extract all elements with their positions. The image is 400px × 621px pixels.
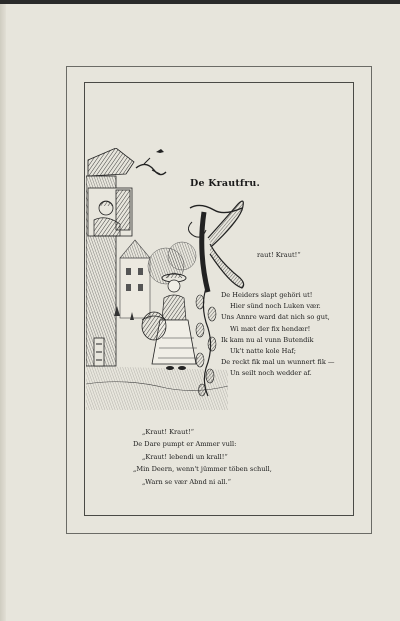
verse-line: „Kraut! Kraut!“: [142, 428, 194, 436]
verse-line: De Dare pumpt er Ammer vull:: [133, 440, 237, 449]
verse-line: Uns Annre ward dat nich so gut,: [221, 313, 330, 322]
stanza-1: [221, 290, 335, 380]
poem-title: De Krautfru.: [190, 178, 261, 189]
page-gutter: [0, 0, 6, 621]
verse-line: Wi mæt der fix hendær!: [230, 324, 311, 333]
stanza-2: [133, 426, 272, 488]
verse-line: „Warn se vær Abnd ni all.“: [142, 477, 231, 486]
verse-line: De Heiders slapt gehöri ut!: [221, 291, 313, 299]
verse-line: Un seilt noch wedder af.: [230, 369, 312, 378]
verse-line: „Kraut! lebendi un krall!“: [142, 452, 228, 461]
verse-line: Ik kam nu al vunn Butendik: [221, 335, 314, 344]
verse-line: Hier sünd noch Luken vær.: [230, 302, 321, 311]
verse-line: Uk't natte kole Haf;: [230, 347, 297, 356]
poem-first-line: raut! Kraut!“: [257, 251, 301, 259]
verse-line: „Min Deern, wenn't jümmer töben schull,: [133, 465, 272, 474]
verse-line: De reckt fik mal un wunnert fik —: [221, 358, 335, 367]
scan-top-edge: [0, 0, 400, 4]
